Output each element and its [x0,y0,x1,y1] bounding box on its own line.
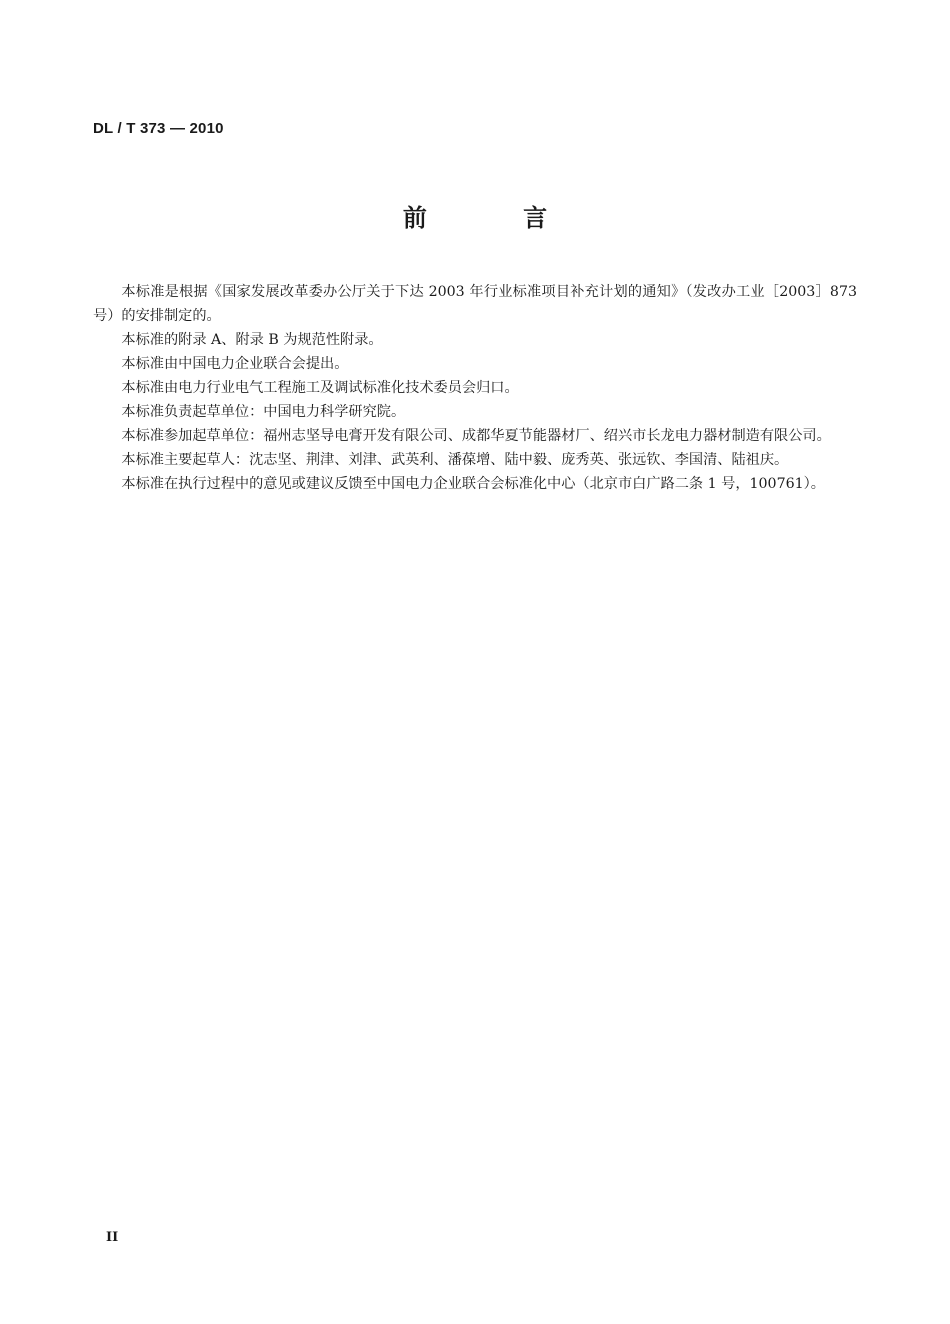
preface-paragraph-feedback: 本标准在执行过程中的意见或建议反馈至中国电力企业联合会标准化中心（北京市白广路二条 1 号，100761）。 [121,476,825,492]
preface-paragraph-participating-drafters: 本标准参加起草单位：福州志坚导电膏开发有限公司、成都华夏节能器材厂、绍兴市长龙电力器材制造有限公司。 [121,428,831,444]
page-number: II [106,1230,119,1245]
preface-body [93,280,857,496]
preface-paragraph-main-drafters: 本标准主要起草人：沈志坚、荆津、刘津、武英利、潘葆增、陆中毅、庞秀英、张远钦、李国清、陆祖庆。 [121,452,789,468]
preface-paragraph-committee: 本标准由电力行业电气工程施工及调试标准化技术委员会归口。 [121,380,519,396]
page-title: 前 言 [402,204,592,232]
document-code: DL / T 373 — 2010 [93,120,224,137]
preface-paragraph-basis: 本标准是根据《国家发展改革委办公厅关于下达 2003 年行业标准项目补充计划的通知》（发改办工业［2003］873 号）的安排制定的。 [93,284,857,324]
preface-paragraph-proposer: 本标准由中国电力企业联合会提出。 [121,356,349,372]
preface-paragraph-lead-drafter: 本标准负责起草单位：中国电力科学研究院。 [121,404,406,420]
preface-paragraph-appendix: 本标准的附录 A、附录 B 为规范性附录。 [121,332,383,348]
